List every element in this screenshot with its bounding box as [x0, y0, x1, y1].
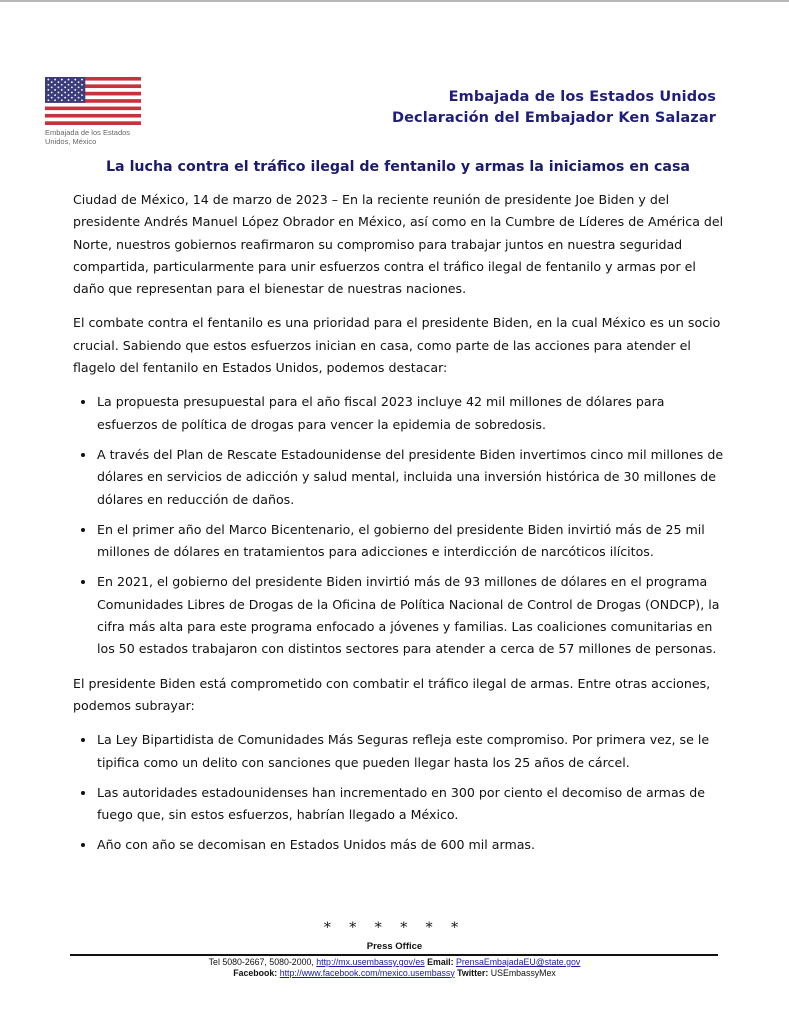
embassy-name: Embajada de los Estados Unidos — [448, 89, 716, 105]
flag-star — [61, 94, 63, 96]
statement-subtitle: Declaración del Embajador Ken Salazar — [391, 110, 716, 126]
flag-star — [68, 94, 70, 96]
list-item: La propuesta presupuestal para el año fiscal 2023 incluye 42 mil millones de dólares para esfuerzos de política de drogas para vencer la epidemia de sobredosis. — [97, 391, 725, 436]
top-rule — [0, 0, 789, 2]
flag-star — [61, 99, 63, 101]
list-item: En el primer año del Marco Bicentenario, el gobierno del presidente Biden invirtió más de 25 mil millones de dólares en tratamientos para adicciones e interdicción de narcóticos ilícitos. — [97, 519, 725, 564]
fentanyl-paragraph: El combate contra el fentanilo es una prioridad para el presidente Biden, en la cual México es un socio crucial. Sabiendo que estos esfuerzos inician en casa, como parte de las acciones para atender el flagelo del fentanilo en Estados Unidos, podemos destacar: — [73, 315, 721, 376]
flag-star — [74, 89, 76, 91]
flag-star — [47, 99, 49, 101]
flag-star — [51, 86, 53, 88]
intro-paragraph: Ciudad de México, 14 de marzo de 2023 – En la reciente reunión de presidente Joe Biden y del presidente Andrés Manuel López Obrador en México, así como en la Cumbre de Líderes de América del Norte, nuestros gobiernos reafirmaron su compromiso para trabajar juntos en nuestra seguridad compartida, particularmente para unir esfuerzos contra el tráfico ilegal de fentanilo y armas por el daño que representan para el bienestar de nuestras naciones. — [73, 192, 724, 297]
arms-paragraph: El presidente Biden está comprometido con combatir el tráfico ilegal de armas. Entre otras acciones, podemos subrayar: — [73, 675, 711, 713]
flag-star — [51, 97, 53, 99]
flag-star — [68, 99, 70, 101]
list-item: Año con año se decomisan en Estados Unidos más de 600 mil armas. — [97, 834, 725, 856]
us-flag-icon — [45, 77, 141, 125]
logo-caption-line2: Unidos, México — [45, 137, 97, 146]
press-office-label: Press Office — [366, 941, 423, 952]
flag-star — [71, 86, 73, 88]
flag-star — [81, 84, 83, 86]
website-link[interactable]: http://mx.usembassy.gov/es — [316, 957, 425, 967]
flag-star — [78, 92, 80, 94]
flag-star — [74, 84, 76, 86]
flag-star — [58, 97, 60, 99]
flag-star — [81, 79, 83, 81]
email-link[interactable]: PrensaEmbajadaEU@state.gov — [455, 957, 581, 967]
flag-star — [64, 86, 66, 88]
flag-star — [81, 94, 83, 96]
flag-star — [54, 99, 56, 101]
list-item: En 2021, el gobierno del presidente Biden invirtió más de 93 millones de dólares en el programa Comunidades Libres de Drogas de la Oficina de Política Nacional de Control de Drogas (ONDCP), la cifra más alta para este programa enfocado a jóvenes y familias. Las coaliciones comunitarias en los 50 estados trabajaron con distintos sectores para atender a cerca de 57 millones de personas. — [97, 571, 725, 660]
flag-star — [47, 84, 49, 86]
logo-caption — [45, 128, 145, 146]
flag-star — [71, 97, 73, 99]
flag-star — [78, 81, 80, 83]
flag-star — [68, 89, 70, 91]
flag-star — [81, 99, 83, 101]
list-item: Las autoridades estadounidenses han incrementado en 300 por ciento el decomiso de armas de fuego que, sin estos esfuerzos, habrían llegado a México. — [97, 782, 725, 827]
facebook-link[interactable]: http://www.facebook.com/mexico.usembassy — [279, 967, 455, 978]
flag-stripe — [45, 114, 141, 118]
flag-star — [51, 92, 53, 94]
flag-star — [74, 99, 76, 101]
flag-star — [54, 79, 56, 81]
list-item: La Ley Bipartidista de Comunidades Más Seguras refleja este compromiso. Por primera vez, se le tipifica como un delito con sanciones que pueden llegar hasta los 25 años de cárcel. — [97, 729, 725, 774]
flag-stripe — [45, 118, 141, 122]
twitter-handle: USEmbassyMex — [490, 967, 556, 978]
flag-star — [51, 81, 53, 83]
email-label: Email: — [427, 957, 454, 967]
flag-star — [74, 79, 76, 81]
document-body — [73, 189, 725, 869]
document-header — [392, 87, 716, 129]
flag-canton — [45, 77, 85, 103]
flag-stripe — [45, 107, 141, 111]
flag-star — [58, 81, 60, 83]
page-title: La lucha contra el tráfico ilegal de fentanilo y armas la iniciamos en casa — [106, 159, 690, 175]
flag-stripe — [45, 103, 141, 107]
flag-star — [78, 97, 80, 99]
list-item: A través del Plan de Rescate Estadounidense del presidente Biden invertimos cinco mil millones de dólares en servicios de adicción y salud mental, incluida una inversión histórica de 30 millones de dólares en reducción de daños. — [97, 444, 725, 511]
flag-star — [47, 79, 49, 81]
flag-star — [81, 89, 83, 91]
flag-star — [68, 79, 70, 81]
flag-star — [54, 84, 56, 86]
flag-star — [61, 89, 63, 91]
flag-star — [58, 92, 60, 94]
flag-star — [47, 89, 49, 91]
flag-stripe — [45, 121, 141, 125]
arms-bullet-list — [73, 729, 725, 856]
flag-star — [74, 94, 76, 96]
fentanyl-bullet-list — [73, 391, 725, 660]
flag-star — [64, 97, 66, 99]
facebook-label: Facebook: — [233, 967, 278, 978]
flag-star — [47, 94, 49, 96]
footer-rule — [70, 954, 718, 956]
flag-star — [71, 81, 73, 83]
flag-star — [61, 84, 63, 86]
flag-star — [78, 86, 80, 88]
embassy-logo — [45, 77, 145, 146]
footer-line1 — [0, 957, 789, 968]
contact-footer — [0, 957, 789, 978]
flag-stripe — [45, 110, 141, 114]
flag-star — [54, 89, 56, 91]
section-separator: * * * * * * — [323, 920, 466, 936]
twitter-label: Twitter: — [457, 967, 489, 978]
flag-star — [61, 79, 63, 81]
flag-star — [54, 94, 56, 96]
flag-star — [71, 92, 73, 94]
flag-star — [58, 86, 60, 88]
phone-numbers: Tel 5080-2667, 5080-2000, — [208, 957, 314, 967]
flag-star — [64, 92, 66, 94]
footer-line2 — [0, 968, 789, 979]
flag-star — [68, 84, 70, 86]
logo-caption-line1: Embajada de los Estados — [45, 128, 131, 137]
flag-star — [64, 81, 66, 83]
